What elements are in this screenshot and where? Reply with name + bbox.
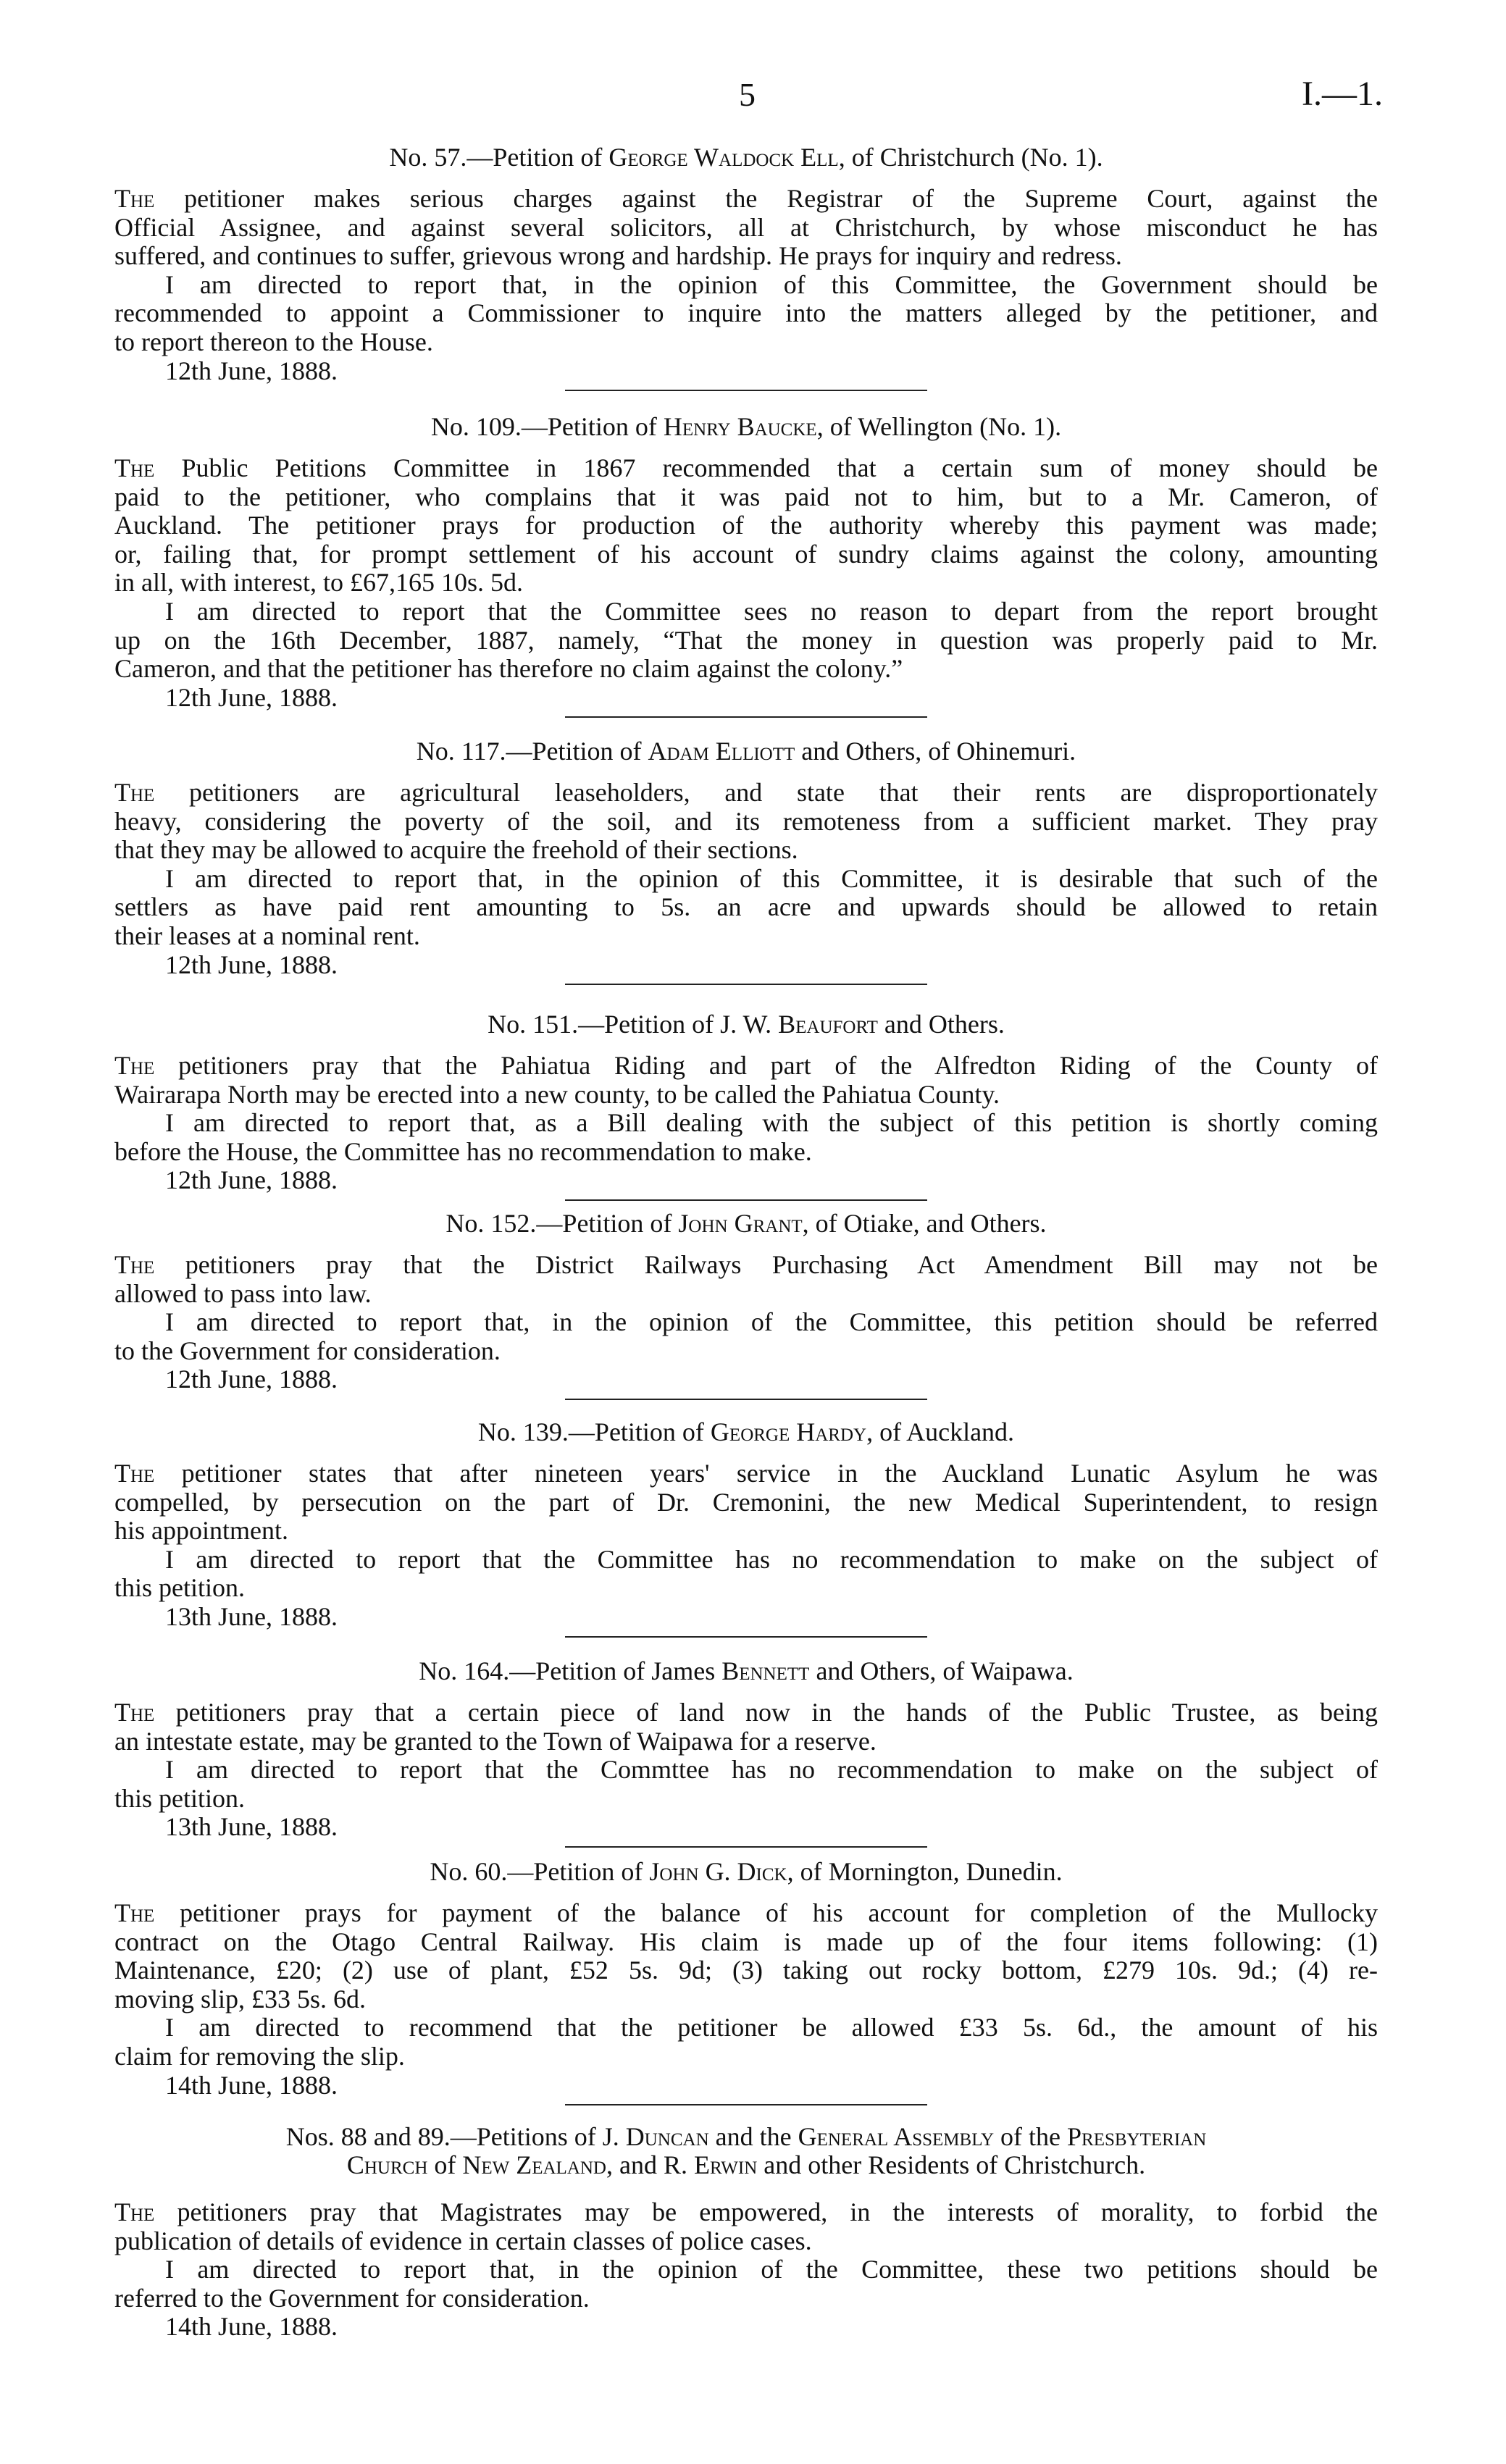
text-line: settlers as have paid rent amounting to 5s. an acre and upwards should be allowed to retain [114, 892, 1378, 922]
committee-report [114, 1756, 1378, 1813]
petitioner-name: Bennett [721, 1656, 810, 1685]
petitioner-name: Beaufort [778, 1010, 878, 1039]
heading-line [114, 2151, 1378, 2179]
text-line: Wairarapa North may be erected into a new county, to be called the Pahiatua County. [114, 1079, 1000, 1109]
heading-line [114, 737, 1378, 766]
petitioner-name: Adam Elliott [648, 737, 795, 766]
report-date: 12th June, 1888. [165, 356, 338, 385]
text-line: his appointment. [114, 1516, 288, 1546]
petition-heading [114, 1417, 1378, 1446]
report-date: 13th June, 1888. [165, 1812, 338, 1842]
committee-report [114, 271, 1378, 357]
text-line: recommended to appoint a Commissioner to inquire into the matters alleged by the petitioner, and [114, 298, 1378, 328]
section-divider [565, 716, 927, 718]
report-date: 14th June, 1888. [165, 2312, 338, 2342]
petition-summary [114, 454, 1378, 598]
report-date: 12th June, 1888. [165, 950, 338, 979]
text-line: suffered, and continues to suffer, grievous wrong and hardship. He prays for inquiry and redress. [114, 241, 1122, 271]
heading-line [114, 1857, 1378, 1886]
heading-text: and other Residents of Christchurch. [757, 2150, 1146, 2179]
text-line: The petitioners pray that a certain piece of land now in the hands of the Public Trustee, as being [114, 1698, 1378, 1727]
heading-line [114, 1209, 1378, 1238]
heading-text: of the [994, 2122, 1067, 2151]
text-line: compelled, by persecution on the part of Dr. Cremonini, the new Medical Superintendent, to resign [114, 1487, 1378, 1517]
text-line: this petition. [114, 1783, 245, 1813]
text-line: The petitioner prays for payment of the balance of his account for completion of the Mullocky [114, 1898, 1378, 1927]
document-reference: I.—1. [1302, 75, 1383, 113]
petition-summary [114, 185, 1378, 271]
heading-text: No. 109.—Petition of [430, 412, 664, 441]
text-line: before the House, the Committee has no recommendation to make. [114, 1136, 812, 1166]
text-line: The petitioners are agricultural leaseholders, and state that their rents are disproportionately [114, 778, 1378, 807]
petition-section [114, 412, 1378, 718]
text-line: up on the 16th December, 1887, namely, “That the money in question was properly paid to Mr. [114, 625, 1378, 655]
text-line: Official Assignee, and against several solicitors, all at Christchurch, by whose misconduct he has [114, 212, 1378, 242]
text-line: that they may be allowed to acquire the freehold of their sections. [114, 835, 798, 865]
report-date: 14th June, 1888. [165, 2070, 338, 2100]
petition-heading [114, 412, 1378, 441]
text-line: The petitioners pray that the Pahiatua Riding and part of the Alfredton Riding of the County of [114, 1051, 1378, 1080]
heading-line [114, 143, 1378, 172]
petitioner-name: Henry Baucke [663, 412, 817, 441]
heading-text: , of Auckland. [866, 1417, 1015, 1446]
petitioner-name: Presbyterian [1067, 2122, 1207, 2151]
petition-section [114, 1209, 1378, 1400]
petitioner-name: Church [346, 2150, 428, 2179]
heading-text: , of Mornington, Dunedin. [787, 1857, 1063, 1886]
text-line: publication of details of evidence in certain classes of police cases. [114, 2226, 812, 2255]
petition-heading [114, 143, 1378, 172]
heading-text: and Others. [877, 1010, 1005, 1039]
section-divider [565, 984, 927, 985]
petitioner-name: Duncan [625, 2122, 709, 2151]
text-line: claim for removing the slip. [114, 2041, 405, 2071]
report-date: 12th June, 1888. [165, 1365, 338, 1394]
committee-report [114, 1308, 1378, 1365]
text-line: I am directed to report that, in the opinion of this Committee, the Government should be [165, 269, 1378, 299]
heading-text: of [427, 2150, 463, 2179]
section-divider [565, 1846, 927, 1848]
section-divider [565, 390, 927, 391]
heading-text: , of Christchurch (No. 1). [838, 143, 1103, 172]
petition-summary [114, 1698, 1378, 1756]
text-line: I am directed to report that, in the opinion of the Committee, these two petitions should be [165, 2255, 1378, 2284]
section-divider [565, 1399, 927, 1400]
text-line: Maintenance, £20; (2) use of plant, £52 5s. 9d; (3) taking out rocky bottom, £279 10s. 9d.; (4) re- [114, 1956, 1378, 1985]
text-line: contract on the Otago Central Railway. His claim is made up of the four items following: (1) [114, 1927, 1378, 1956]
section-divider [565, 1636, 927, 1638]
heading-line [114, 1417, 1378, 1446]
petition-summary [114, 1459, 1378, 1546]
petitioner-name: George Waldock Ell [608, 143, 839, 172]
petition-section [114, 143, 1378, 391]
text-line: moving slip, £33 5s. 6d. [114, 1984, 367, 2013]
petition-heading [114, 737, 1378, 766]
heading-text: No. 164.—Petition of James [419, 1656, 722, 1685]
section-divider [565, 2104, 927, 2105]
petitioner-name: John G. Dick [649, 1857, 787, 1886]
heading-text: and Others, of Ohinemuri. [795, 737, 1076, 766]
text-line: an intestate estate, may be granted to the Town of Waipawa for a reserve. [114, 1726, 877, 1756]
petition-heading [114, 1656, 1378, 1685]
lead-word: The [114, 1051, 155, 1080]
heading-text: No. 60.—Petition of [430, 1857, 650, 1886]
heading-text: and the [708, 2122, 798, 2151]
text-line: this petition. [114, 1573, 245, 1603]
petition-summary [114, 1052, 1378, 1109]
heading-text: No. 151.—Petition of J. W. [488, 1010, 779, 1039]
committee-report [114, 865, 1378, 951]
text-line: their leases at a nominal rent. [114, 921, 420, 950]
text-line: The petitioner states that after nineteen years' service in the Auckland Lunatic Asylum he was [114, 1459, 1378, 1488]
page-number: 5 [739, 76, 756, 113]
lead-word: The [114, 184, 155, 213]
petition-summary [114, 1899, 1378, 2013]
committee-report [114, 2013, 1378, 2071]
text-line: I am directed to report that, in the opinion of the Committee, this petition should be referred [165, 1307, 1378, 1337]
text-line: The petitioners pray that Magistrates may be empowered, in the interests of morality, to forbid the [114, 2197, 1378, 2226]
petition-summary [114, 1251, 1378, 1308]
heading-text: No. 139.—Petition of [477, 1417, 711, 1446]
text-line: I am directed to report that, in the opinion of this Committee, it is desirable that such of the [165, 863, 1378, 893]
heading-text: No. 57.—Petition of [389, 143, 609, 172]
petition-section [114, 1010, 1378, 1201]
report-date: 12th June, 1888. [165, 1165, 338, 1195]
petitioner-name: General Assembly [798, 2122, 995, 2151]
heading-text: No. 117.—Petition of [416, 737, 648, 766]
heading-line [114, 2122, 1378, 2151]
text-line: The petitioners pray that the District Railways Purchasing Act Amendment Bill may not be [114, 1250, 1378, 1279]
text-line: to report thereon to the House. [114, 327, 433, 356]
text-line: Cameron, and that the petitioner has therefore no claim against the colony.” [114, 654, 903, 684]
petitioner-name: Erwin [694, 2150, 758, 2179]
text-line: I am directed to report that, as a Bill dealing with the subject of this petition is shortly coming [165, 1108, 1378, 1138]
heading-line [114, 412, 1378, 441]
text-line: The Public Petitions Committee in 1867 recommended that a certain sum of money should be [114, 453, 1378, 482]
petitioner-name: John Grant [678, 1209, 803, 1238]
text-line: to the Government for consideration. [114, 1336, 501, 1365]
section-divider [565, 1199, 927, 1201]
text-line: referred to the Government for consideration. [114, 2283, 590, 2313]
petition-summary [114, 2198, 1378, 2255]
text-line: heavy, considering the poverty of the soil, and its remoteness from a sufficient market. They pray [114, 806, 1378, 836]
petition-heading [114, 1857, 1378, 1886]
heading-text: , of Otiake, and Others. [802, 1209, 1047, 1238]
report-date: 12th June, 1888. [165, 682, 338, 712]
text-line: Auckland. The petitioner prays for production of the authority whereby this payment was made; [114, 511, 1378, 540]
heading-text: , and R. [606, 2150, 694, 2179]
committee-report [114, 1546, 1378, 1603]
heading-text: No. 152.—Petition of [445, 1209, 679, 1238]
text-line: in all, with interest, to £67,165 10s. 5d. [114, 568, 523, 598]
text-line: I am directed to report that the Committee sees no reason to depart from the report brought [165, 596, 1378, 626]
lead-word: The [114, 453, 155, 482]
petition-section [114, 1656, 1378, 1848]
petition-summary [114, 779, 1378, 865]
petition-section [114, 1857, 1378, 2105]
heading-text: , of Wellington (No. 1). [816, 412, 1062, 441]
committee-report [114, 2255, 1378, 2313]
lead-word: The [114, 2197, 155, 2226]
petition-section [114, 737, 1378, 985]
text-line: The petitioner makes serious charges against the Registrar of the Supreme Court, against the [114, 184, 1378, 213]
heading-text: Nos. 88 and 89.—Petitions of J. [285, 2122, 626, 2151]
lead-word: The [114, 778, 155, 807]
text-line: I am directed to report that the Committee has no recommendation to make on the subject of [165, 1544, 1378, 1574]
committee-report [114, 598, 1378, 684]
petition-heading [114, 1209, 1378, 1238]
text-line: I am directed to recommend that the petitioner be allowed £33 5s. 6d., the amount of his [165, 2013, 1378, 2042]
lead-word: The [114, 1250, 155, 1279]
petition-heading [114, 1010, 1378, 1039]
text-line: allowed to pass into law. [114, 1278, 372, 1308]
heading-line [114, 1656, 1378, 1685]
text-line: or, failing that, for prompt settlement of his account of sundry claims against the colony, amounting [114, 539, 1378, 569]
heading-line [114, 1010, 1378, 1039]
petition-heading [114, 2122, 1378, 2179]
text-line: I am directed to report that the Commttee has no recommendation to make on the subject of [165, 1755, 1378, 1785]
lead-word: The [114, 1698, 155, 1727]
petitioner-name: New Zealand [462, 2150, 606, 2179]
lead-word: The [114, 1459, 155, 1488]
petition-section [114, 1417, 1378, 1638]
petition-section [114, 2122, 1378, 2342]
heading-text: and Others, of Waipawa. [809, 1656, 1074, 1685]
committee-report [114, 1109, 1378, 1166]
report-date: 13th June, 1888. [165, 1601, 338, 1631]
text-line: paid to the petitioner, who complains that it was paid not to him, but to a Mr. Cameron, of [114, 482, 1378, 511]
petitioner-name: George Hardy [710, 1417, 867, 1446]
lead-word: The [114, 1898, 155, 1927]
